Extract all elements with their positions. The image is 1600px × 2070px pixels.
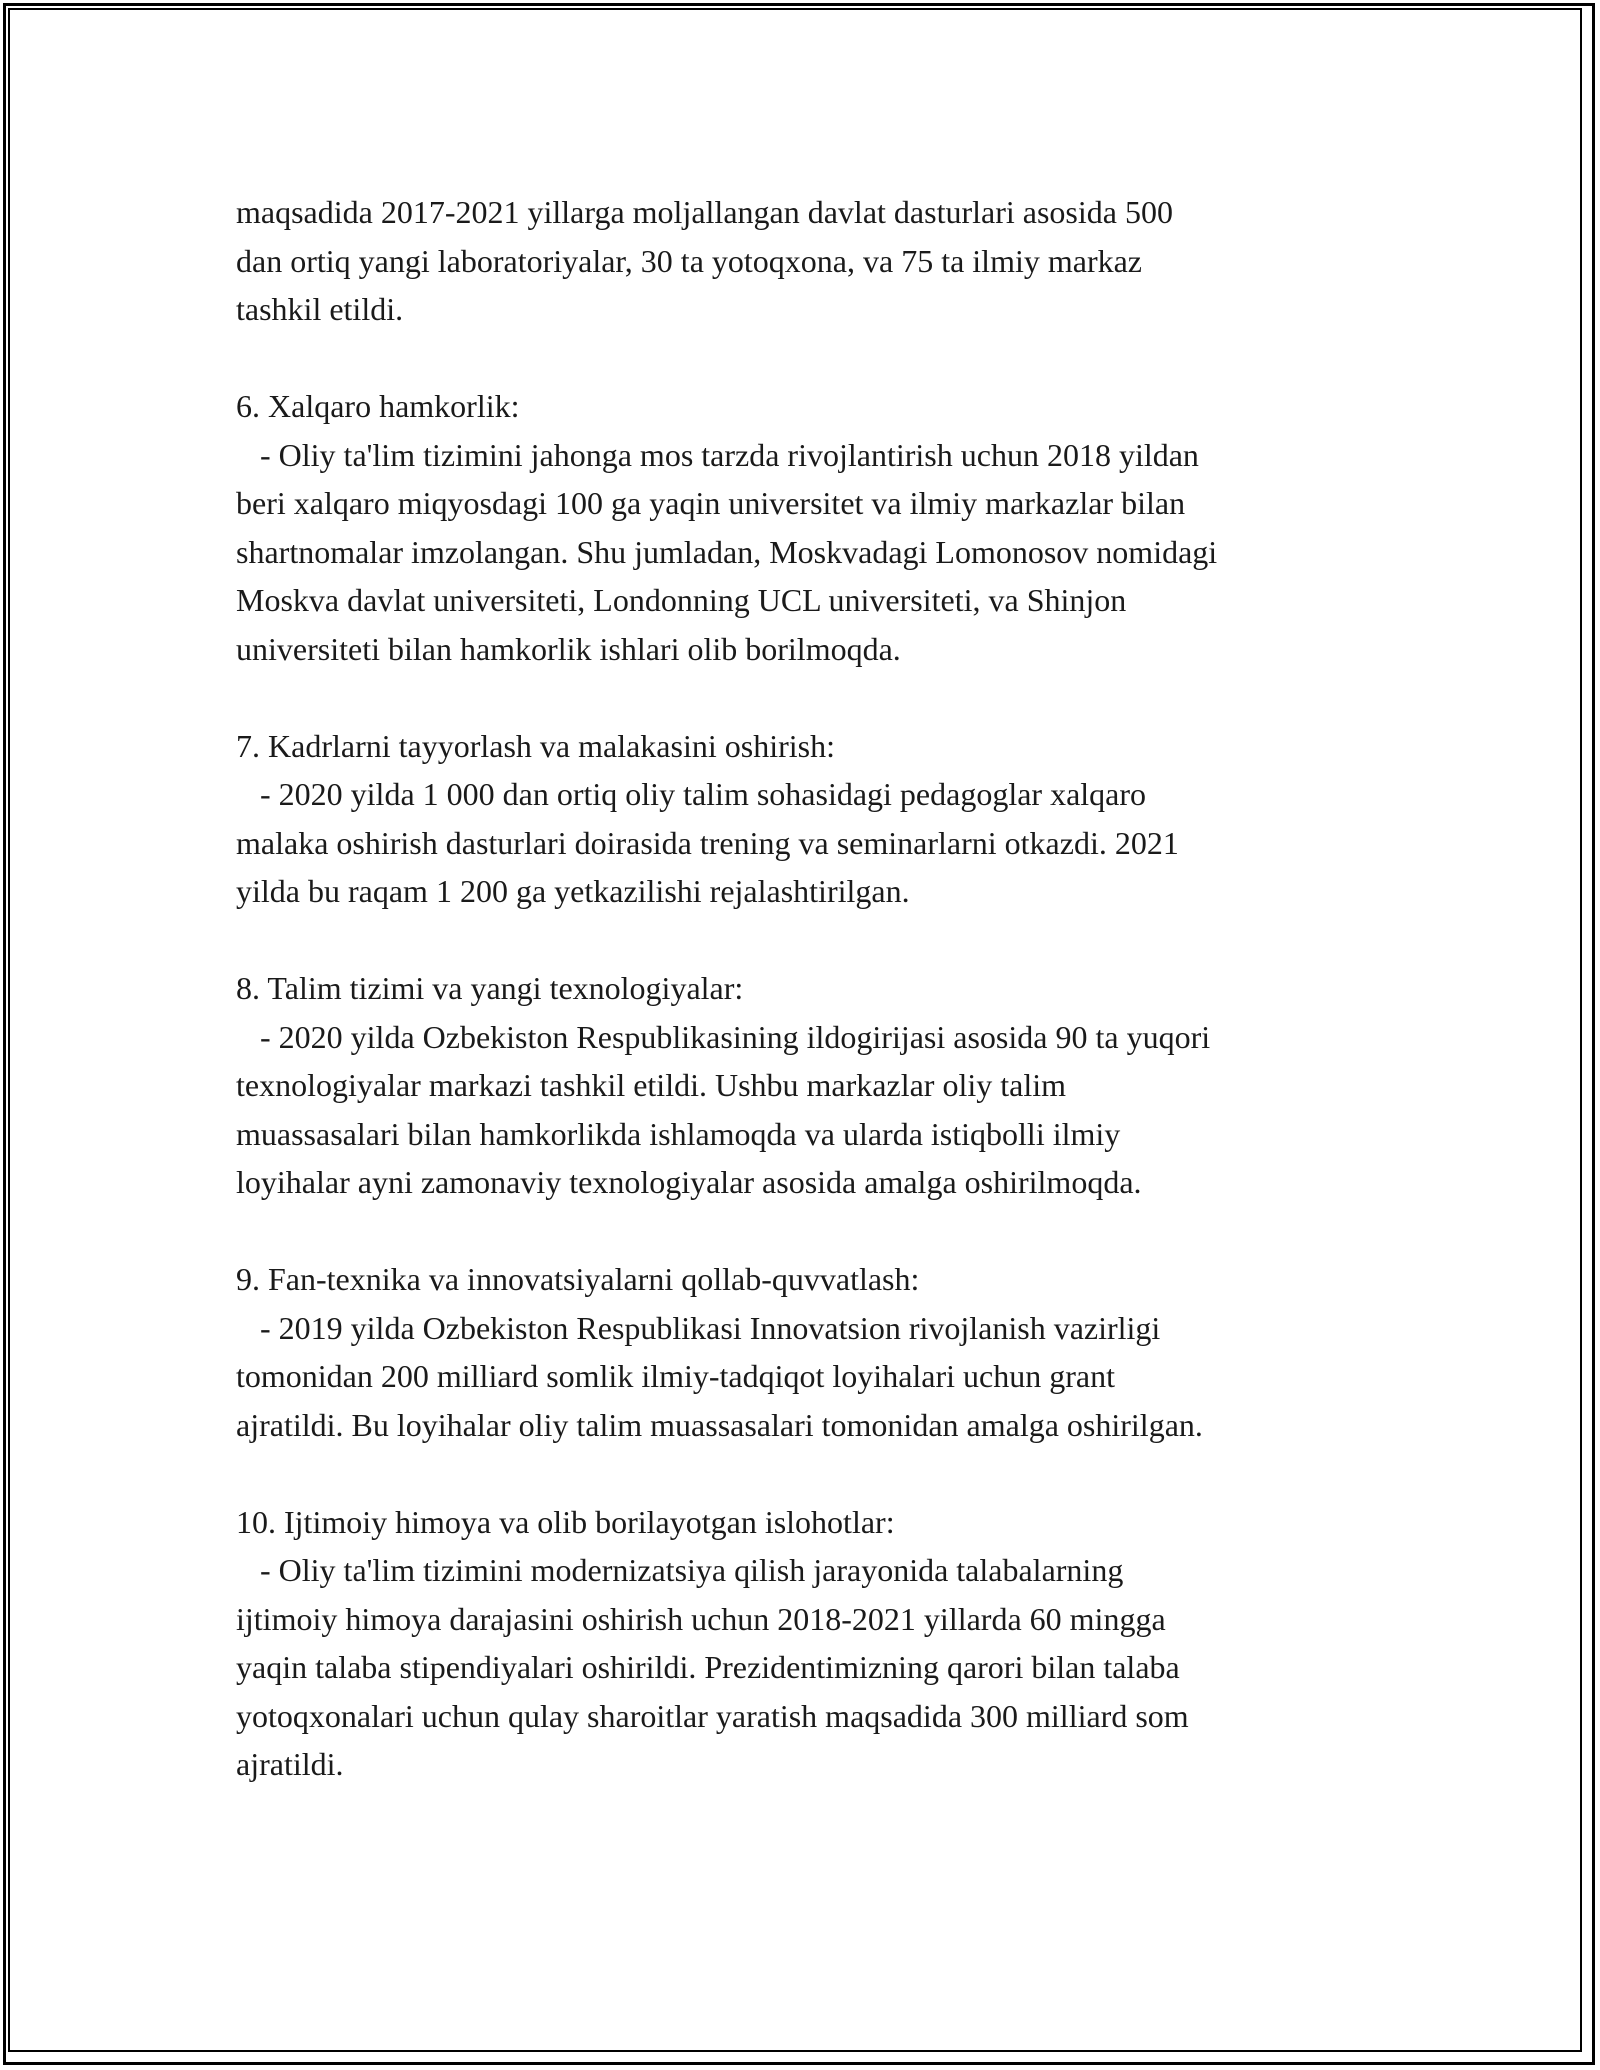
text-line: 6. Xalqaro hamkorlik: bbox=[236, 388, 520, 424]
text-line: 10. Ijtimoiy himoya va olib borilayotgan islohotlar: bbox=[236, 1503, 895, 1540]
text-line: - Oliy ta'lim tizimini jahonga mos tarzda rivojlantirish uchun 2018 yildan bbox=[236, 436, 1199, 473]
text-line: maqsadida 2017-2021 yillarga moljallangan davlat dasturlari asosida 500 bbox=[236, 194, 1173, 230]
text-line: beri xalqaro miqyosdagi 100 ga yaqin universitet va ilmiy markazlar bilan bbox=[236, 485, 1186, 521]
text-line: tashkil etildi. bbox=[236, 291, 404, 327]
text-line: loyihalar ayni zamonaviy texnologiyalar asosida amalga oshirilmoqda. bbox=[236, 1164, 1142, 1200]
paragraph bbox=[236, 1498, 1416, 1789]
text-line: malaka oshirish dasturlari doirasida trening va seminarlarni otkazdi. 2021 bbox=[236, 824, 1179, 861]
text-line: shartnomalar imzolangan. Shu jumladan, Moskvadagi Lomonosov nomidagi bbox=[236, 533, 1218, 570]
text-line: yilda bu raqam 1 200 ga yetkazilishi rejalashtirilgan. bbox=[236, 873, 910, 909]
text-line: tomonidan 200 milliard somlik ilmiy-tadqiqot loyihalari uchun grant bbox=[236, 1358, 1115, 1394]
paragraph bbox=[236, 382, 1416, 673]
text-line: ajratildi. bbox=[236, 1746, 344, 1782]
text-line: 8. Talim tizimi va yangi texnologiyalar: bbox=[236, 970, 744, 1006]
text-line: texnologiyalar markazi tashkil etildi. Ushbu markazlar oliy talim bbox=[236, 1067, 1066, 1103]
text-line: dan ortiq yangi laboratoriyalar, 30 ta yotoqxona, va 75 ta ilmiy markaz bbox=[236, 242, 1142, 279]
paragraph bbox=[236, 722, 1416, 916]
text-line: ajratildi. Bu loyihalar oliy talim muassasalari tomonidan amalga oshirilgan. bbox=[236, 1406, 1203, 1443]
text-line: Moskva davlat universiteti, Londonning UCL universiteti, va Shinjon bbox=[236, 582, 1127, 618]
paragraph bbox=[236, 964, 1416, 1207]
text-line: - 2020 yilda 1 000 dan ortiq oliy talim sohasidagi pedagoglar xalqaro bbox=[236, 776, 1147, 812]
paragraph bbox=[236, 188, 1416, 334]
document-body bbox=[236, 188, 1416, 1837]
text-line: yotoqxonalari uchun qulay sharoitlar yaratish maqsadida 300 milliard som bbox=[236, 1697, 1189, 1734]
text-line: muassasalari bilan hamkorlikda ishlamoqda va ularda istiqbolli ilmiy bbox=[236, 1115, 1121, 1152]
text-line: 9. Fan-texnika va innovatsiyalarni qollab-quvvatlash: bbox=[236, 1261, 920, 1297]
text-line: - 2019 yilda Ozbekiston Respublikasi Innovatsion rivojlanish vazirligi bbox=[236, 1309, 1161, 1346]
text-line: universiteti bilan hamkorlik ishlari olib borilmoqda. bbox=[236, 630, 901, 667]
text-line: yaqin talaba stipendiyalari oshirildi. Prezidentimizning qarori bilan talaba bbox=[236, 1649, 1180, 1685]
paragraph bbox=[236, 1255, 1416, 1449]
text-line: 7. Kadrlarni tayyorlash va malakasini oshirish: bbox=[236, 727, 835, 764]
text-line: ijtimoiy himoya darajasini oshirish uchun 2018-2021 yillarda 60 mingga bbox=[236, 1600, 1166, 1637]
text-line: - 2020 yilda Ozbekiston Respublikasining ildogirijasi asosida 90 ta yuqori bbox=[236, 1018, 1211, 1055]
text-line: - Oliy ta'lim tizimini modernizatsiya qilish jarayonida talabalarning bbox=[236, 1552, 1124, 1588]
